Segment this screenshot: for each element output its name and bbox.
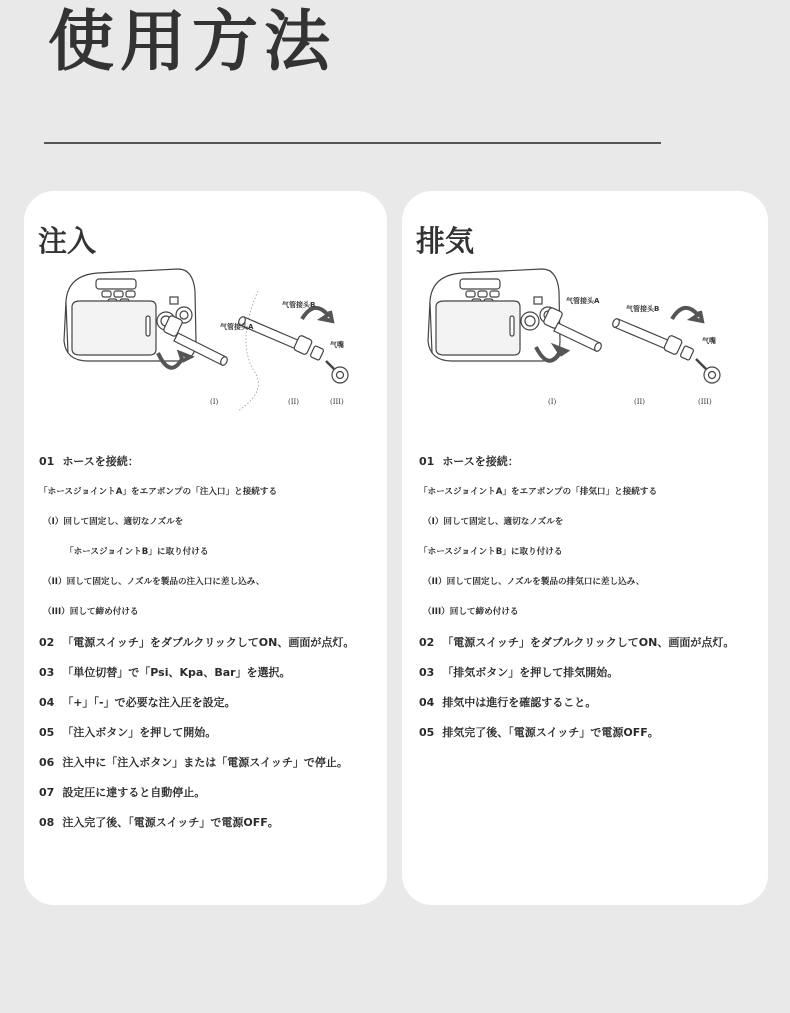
title-divider: [44, 142, 661, 144]
nozzle-illustration: [326, 361, 348, 383]
inject-step: （II）回して固定し、ノズルを製品の注入口に差し込み、: [43, 577, 265, 587]
inject-connection-diagram: [58, 261, 368, 421]
step-i-label: (I): [210, 398, 219, 406]
exhaust-step: 「ホースジョイントA」をエアポンプの「排気口」と接続する: [419, 487, 658, 497]
inject-step: 07 設定圧に達すると自動停止。: [39, 786, 206, 799]
inject-step: 03 「単位切替」で「Psi、Kpa、Bar」を選択。: [39, 666, 291, 679]
step-iii-label: (III): [330, 398, 344, 406]
connector-a-label: 气管接头A: [566, 297, 600, 305]
exhaust-step: 03 「排気ボタン」を押して排気開始。: [419, 666, 619, 679]
connector-a-label: 气管接头A: [220, 323, 254, 331]
inject-step: 「ホースジョイントA」をエアポンプの「注入口」と接続する: [39, 487, 278, 497]
inject-step: 08 注入完了後、「電源スイッチ」で電源OFF。: [39, 816, 279, 829]
step-iii-label: (III): [698, 398, 712, 406]
rotate-arrow-icon: [536, 347, 566, 361]
step-i-label: (I): [548, 398, 557, 406]
inject-card: [24, 191, 387, 905]
air-pump-illustration: [428, 269, 560, 361]
page-title: 使用方法: [48, 3, 336, 80]
exhaust-step: 04 排気中は進行を確認すること。: [419, 696, 597, 709]
nozzle-label: 气嘴: [702, 337, 716, 345]
exhaust-card: [402, 191, 768, 905]
inject-step: 「ホースジョイントB」に取り付ける: [65, 547, 209, 557]
rotate-arrow-icon: [302, 308, 332, 321]
exhaust-card-title: 排気: [416, 224, 475, 258]
step-ii-label: (II): [288, 398, 299, 406]
inject-step: 02 「電源スイッチ」をダブルクリックしてON、画面が点灯。: [39, 636, 355, 649]
inject-step: 06 注入中に「注入ボタン」または「電源スイッチ」で停止。: [39, 756, 348, 769]
connector-a-illustration: [543, 307, 603, 352]
air-pump-illustration: [64, 269, 196, 361]
connector-b-label: 气管接头B: [282, 301, 316, 309]
exhaust-step: 「ホースジョイントB」に取り付ける: [419, 547, 563, 557]
exhaust-step: 01 ホースを接続：: [419, 455, 519, 468]
exhaust-step: 02 「電源スイッチ」をダブルクリックしてON、画面が点灯。: [419, 636, 735, 649]
connector-b-label: 气管接头B: [626, 305, 660, 313]
inject-step: （I）回して固定し、適切なノズルを: [43, 517, 184, 527]
rotate-arrow-icon: [158, 353, 190, 368]
exhaust-step: （II）回して固定し、ノズルを製品の排気口に差し込み、: [423, 577, 645, 587]
nozzle-illustration: [696, 359, 720, 383]
exhaust-step: （I）回して固定し、適切なノズルを: [423, 517, 564, 527]
inject-step: 01 ホースを接続：: [39, 455, 139, 468]
exhaust-step: 05 排気完了後、「電源スイッチ」で電源OFF。: [419, 726, 659, 739]
rotate-arrow-icon: [672, 308, 702, 321]
inject-step: （III）回して締め付ける: [43, 607, 139, 617]
inject-step: 05 「注入ボタン」を押して開始。: [39, 726, 217, 739]
step-ii-label: (II): [634, 398, 645, 406]
inject-step: 04 「+」「-」で必要な注入圧を設定。: [39, 696, 236, 709]
inject-card-title: 注入: [38, 224, 97, 258]
connector-b-illustration: [611, 318, 694, 361]
separator-curve: [238, 291, 258, 411]
exhaust-connection-diagram: [422, 261, 732, 421]
exhaust-step: （III）回して締め付ける: [423, 607, 519, 617]
nozzle-label: 气嘴: [330, 341, 344, 349]
